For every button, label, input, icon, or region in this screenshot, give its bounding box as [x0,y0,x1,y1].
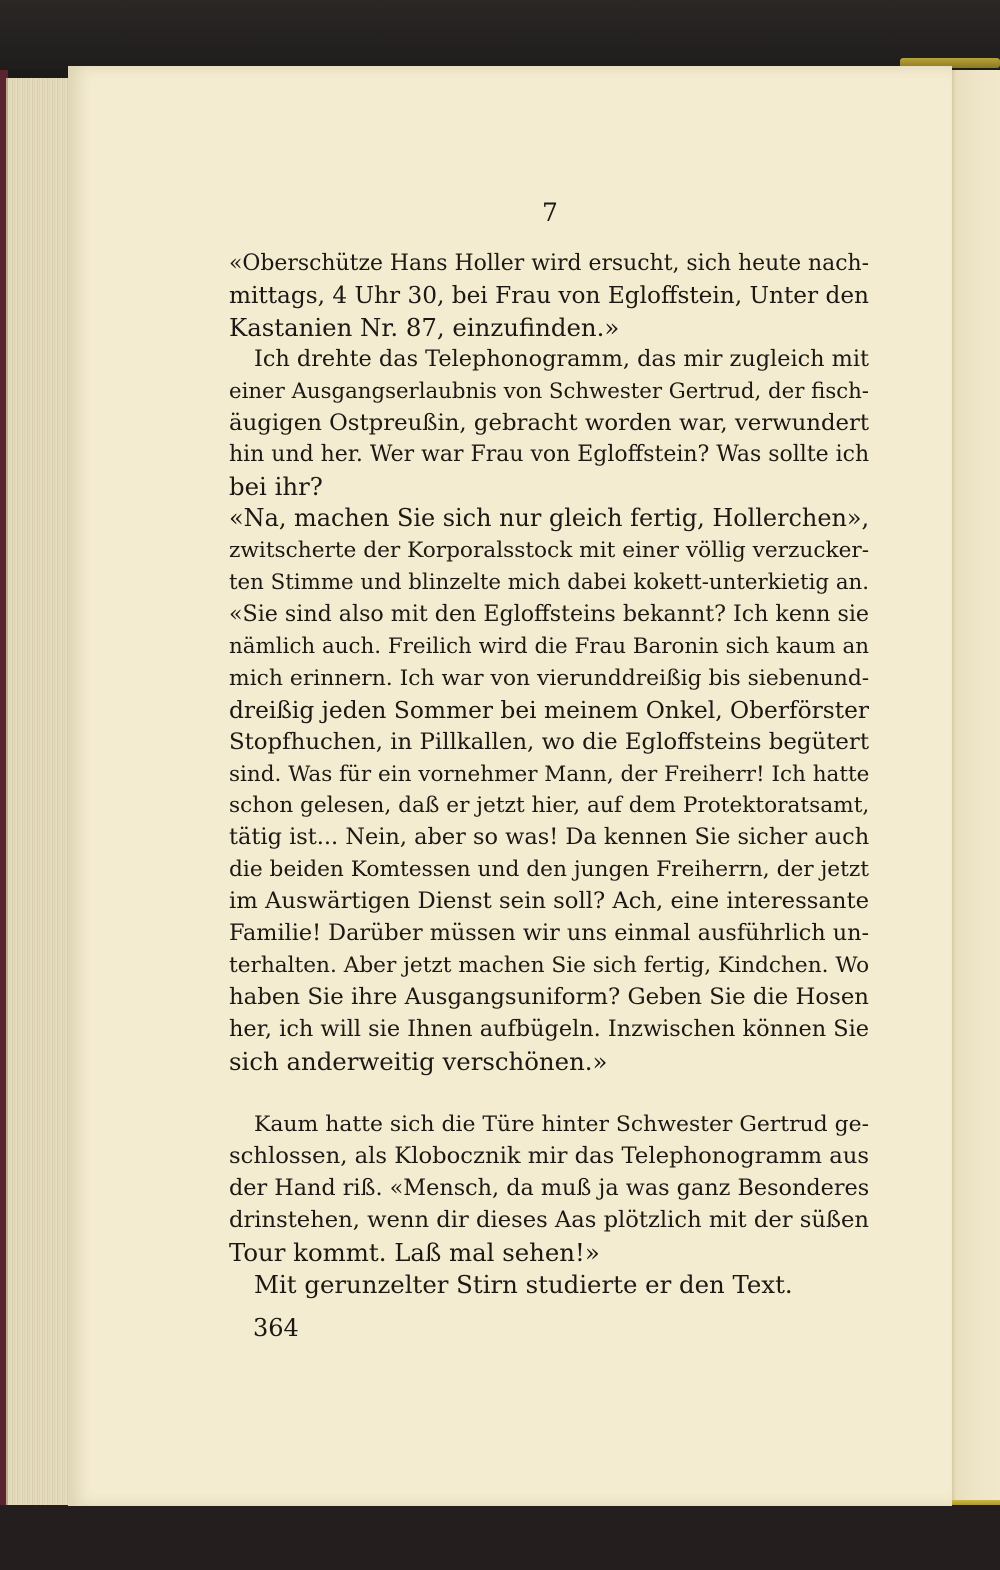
text-line: bei ihr? [229,472,323,502]
text-line: der Hand riß. «Mensch, da muß ja was ganz Besonderes [229,1175,870,1202]
text-line: äugigen Ostpreußin, gebracht worden war, verwundert [229,409,870,436]
text-line: sich anderweitig verschönen.» [229,1046,608,1076]
text-line: «Sie sind also mit den Egloffsteins bekannt? Ich kenn sie [229,600,869,627]
text-line: Ich drehte das Telephonogramm, das mir zugleich mit [254,345,870,372]
text-line: hin und her. Wer war Frau von Egloffstein? Was sollte ich [229,442,870,468]
text-line: terhalten. Aber jetzt machen Sie sich fertig, Kindchen. Wo [229,952,870,978]
text-line: Familie! Darüber müssen wir uns einmal ausführlich un- [229,920,870,947]
text-line: haben Sie ihre Ausgangsuniform? Geben Sie die Hosen [229,983,869,1010]
book-gutter [950,70,1000,1510]
paragraph-gap [229,1078,869,1110]
text-line: Tour kommt. Laß mal sehen!» [229,1238,600,1268]
text-line: im Auswärtigen Dienst sein soll? Ach, eine interessante [229,888,870,915]
text-line: sind. Was für ein vornehmer Mann, der Freiherr! Ich hatte [229,761,870,787]
text-line: her, ich will sie Ihnen aufbügeln. Inzwischen können Sie [229,1015,869,1042]
text-line: «Oberschütze Hans Holler wird ersucht, sich heute nach- [229,251,870,276]
text-line: Mit gerunzelter Stirn studierte er den Text. [254,1269,793,1299]
page-number: 364 [253,1314,299,1342]
body-text [229,248,869,1301]
text-line: einer Ausgangserlaubnis von Schwester Gertrud, der fisch- [229,378,869,404]
text-line: mittags, 4 Uhr 30, bei Frau von Egloffstein, Unter den [229,281,869,309]
text-line: die beiden Komtessen und den jungen Freiherrn, der jetzt [229,857,869,883]
text-line: dreißig jeden Sommer bei meinem Onkel, Oberförster [229,696,870,724]
text-line: schon gelesen, daß er jetzt hier, auf dem Protektoratsamt, [229,793,870,819]
text-line: drinstehen, wenn dir dieses Aas plötzlich mit der süßen [229,1207,869,1234]
text-line: ten Stimme und blinzelte mich dabei kokett-unterkietig an. [229,570,869,596]
text-line: «Na, machen Sie sich nur gleich fertig, Hollerchen», [229,504,870,533]
page-stack-edge [6,78,72,1510]
text-line: zwitscherte der Korporalsstock mit einer völlig verzucker- [229,538,870,564]
text-line: Kaum hatte sich die Türe hinter Schwester Gertrud ge- [254,1112,869,1138]
scan-background-bottom [0,1505,1000,1570]
text-line: mich erinnern. Ich war von vierunddreißig bis siebenund- [229,665,870,691]
text-line: Stopfhuchen, in Pillkallen, wo die Egloffsteins begütert [229,728,869,755]
text-line: schlossen, als Klobocznik mir das Telephonogramm aus [229,1143,869,1170]
text-line: Kastanien Nr. 87, einzufinden.» [229,312,620,342]
chapter-number: 7 [542,198,558,227]
text-line: nämlich auch. Freilich wird die Frau Baronin sich kaum an [229,633,869,659]
text-line: tätig ist... Nein, aber so was! Da kennen Sie sicher auch [229,824,870,851]
scan-background-top [0,0,1000,70]
